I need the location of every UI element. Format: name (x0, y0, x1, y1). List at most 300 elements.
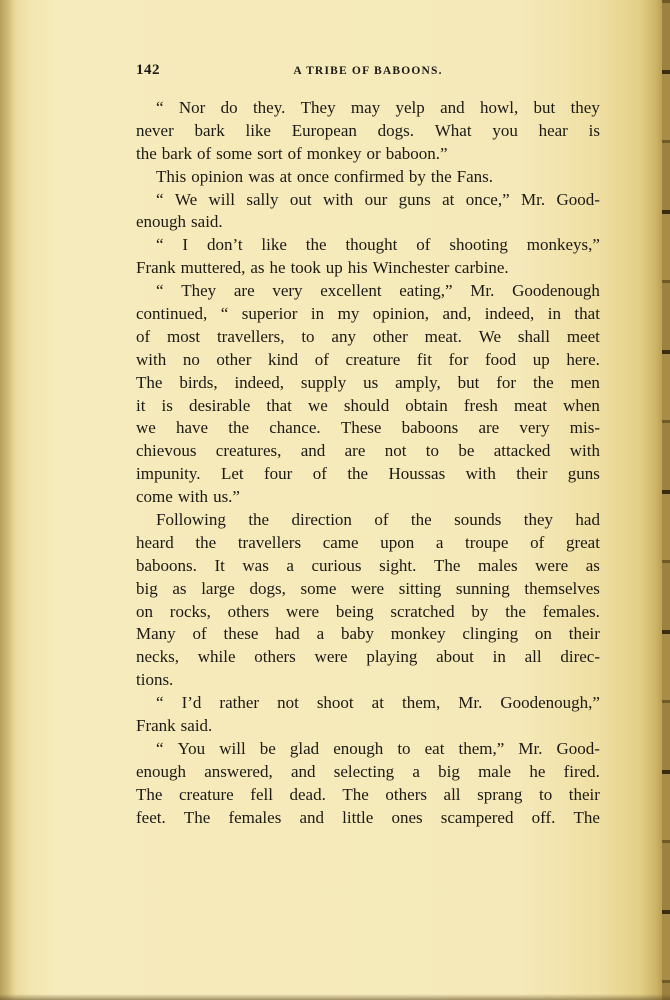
word: Mr. (521, 189, 546, 209)
word: The (433, 555, 461, 575)
word: enough (136, 761, 187, 781)
word: selecting (333, 761, 395, 781)
word: meat (513, 395, 547, 415)
text-line (136, 738, 600, 761)
word: very (519, 418, 550, 438)
word: fired. (563, 761, 600, 781)
text-line (136, 463, 600, 486)
text-line (136, 234, 600, 257)
word: he (269, 258, 286, 278)
word: come (136, 487, 173, 507)
word: sprang (477, 784, 523, 804)
word: you (492, 120, 518, 140)
word: the (532, 372, 554, 392)
text-line (136, 486, 600, 509)
word: them, (401, 693, 441, 713)
text-line (136, 692, 600, 715)
word: fit (416, 349, 432, 369)
word: out (289, 189, 312, 209)
word: tions. (136, 670, 174, 690)
word: chance. (269, 418, 321, 438)
word: others (254, 647, 296, 667)
word: excellent (320, 281, 382, 301)
word: We (174, 189, 198, 209)
word: answered, (204, 761, 273, 781)
word: upon (380, 532, 415, 552)
word: fell (250, 784, 273, 804)
word: European (291, 120, 357, 140)
word: females. (542, 601, 600, 621)
word: these (223, 624, 259, 644)
word: bark (161, 143, 192, 163)
word: The (136, 372, 163, 392)
word: fresh (463, 395, 498, 415)
word: big (136, 578, 158, 598)
word: We (478, 326, 501, 346)
word: us.” (213, 487, 240, 507)
word: The (136, 784, 163, 804)
text-line (136, 166, 600, 189)
word: baboons. (136, 555, 197, 575)
word: very (272, 281, 303, 301)
word: once,” (465, 189, 510, 209)
word: creature (179, 784, 234, 804)
word: being (335, 601, 374, 621)
word: travellers (237, 532, 302, 552)
word: Mr. (458, 693, 483, 713)
word: their (568, 784, 600, 804)
word: of (197, 143, 212, 163)
page-header (136, 62, 600, 84)
word: guns (398, 189, 431, 209)
word: were (314, 647, 348, 667)
word: scratched (390, 601, 455, 621)
word: a (435, 532, 444, 552)
text-line (136, 555, 600, 578)
word: males (477, 555, 518, 575)
word: he (529, 761, 546, 781)
word: birds, (179, 372, 218, 392)
word: sort (257, 143, 283, 163)
gutter-shadow (0, 0, 16, 1000)
word: rather (219, 693, 260, 713)
word: may (350, 98, 381, 117)
word: dogs. (377, 120, 414, 140)
word: to (301, 326, 315, 346)
word: on (136, 601, 153, 621)
word: Many (136, 624, 176, 644)
word: The (183, 807, 211, 827)
word: that (574, 304, 600, 324)
word: not (277, 693, 299, 713)
word: Winchester (372, 258, 450, 278)
word: and (290, 761, 316, 781)
word: us (363, 372, 379, 392)
word: dogs, (249, 578, 286, 598)
word: Frank (136, 258, 176, 278)
word: “ (156, 235, 164, 255)
word: Mr. (518, 738, 543, 758)
word: What (434, 120, 472, 140)
text-line (136, 326, 600, 349)
word: a (286, 555, 294, 575)
word: a (316, 624, 325, 644)
word: attacked (493, 441, 551, 461)
page-number: 142 (136, 62, 160, 78)
text-line (136, 395, 600, 418)
word: or (366, 143, 381, 163)
text-line (136, 601, 600, 624)
word: meet (566, 326, 600, 346)
word: food (485, 349, 517, 369)
word: had (275, 624, 300, 644)
word: the (305, 235, 327, 255)
word: to (397, 738, 411, 758)
word: shoot (316, 693, 354, 713)
word: monkey (390, 624, 446, 644)
word: little (342, 807, 374, 827)
word: with (569, 441, 600, 461)
word: the (410, 510, 432, 530)
word: obtain (405, 395, 448, 415)
word: creature (345, 349, 401, 369)
word: a (412, 761, 420, 781)
word: “ (156, 98, 164, 117)
word: eating,” (399, 281, 453, 301)
word: for (448, 349, 469, 369)
word: direc- (560, 647, 600, 667)
word: with (136, 349, 167, 369)
word: most (167, 326, 201, 346)
word: never (136, 120, 174, 140)
word: clinging (462, 624, 519, 644)
word: their (516, 464, 548, 484)
word: mis- (569, 418, 600, 438)
word: the (505, 601, 526, 621)
word: baboon.” (385, 143, 448, 163)
text-line (136, 761, 600, 784)
word: to (538, 784, 553, 804)
word: his (347, 258, 368, 278)
word: supply (300, 372, 347, 392)
word: creatures, (215, 441, 282, 461)
word: should (343, 395, 390, 415)
word: do (220, 98, 238, 117)
word: necks, (136, 647, 179, 667)
word: “ (156, 738, 164, 758)
word: You (177, 738, 206, 758)
word: my (337, 304, 360, 324)
word: continued, (136, 304, 208, 324)
page-fore-edge (662, 0, 670, 1000)
word: Let (220, 464, 244, 484)
word: as (172, 578, 187, 598)
word: no (182, 349, 200, 369)
word: rocks, (169, 601, 211, 621)
word: once (296, 166, 330, 186)
word: all (443, 784, 461, 804)
text-line (136, 372, 600, 395)
word: Mr. (470, 281, 495, 301)
word: said. (180, 716, 213, 736)
page-bottom-edge (0, 994, 670, 1000)
word: sunning (455, 578, 510, 598)
word: are (344, 441, 366, 461)
word: they (523, 510, 554, 530)
word: indeed, (484, 304, 535, 324)
word: other (372, 326, 408, 346)
text-line (136, 143, 600, 166)
word: to (425, 441, 440, 461)
word: “ (156, 189, 164, 209)
word: ones (391, 807, 423, 827)
word: big (438, 761, 460, 781)
word: “ (220, 304, 229, 324)
word: Houssas (388, 464, 446, 484)
word: themselves (524, 578, 600, 598)
word: indeed, (234, 372, 285, 392)
word: shooting (449, 235, 508, 255)
word: They (181, 281, 217, 301)
word: eat (424, 738, 445, 758)
word: men (570, 372, 600, 392)
word: but (457, 372, 480, 392)
word: were (351, 578, 385, 598)
word: at (371, 693, 384, 713)
word: some (300, 578, 337, 598)
text-line (136, 807, 600, 830)
text-line (136, 120, 600, 143)
word: others (227, 601, 270, 621)
word: amply, (395, 372, 441, 392)
word: great (565, 532, 600, 552)
text-line (136, 211, 600, 234)
word: of (374, 510, 389, 530)
word: off. (531, 807, 556, 827)
word: chievous (136, 441, 197, 461)
word: be (458, 441, 475, 461)
word: with (177, 487, 209, 507)
word: baby (340, 624, 374, 644)
word: Good- (556, 738, 600, 758)
word: by (471, 601, 489, 621)
word: we (307, 395, 328, 415)
text-line (136, 646, 600, 669)
word: opinion, (372, 304, 429, 324)
word: travellers, (216, 326, 285, 346)
text-line (136, 189, 600, 212)
word: are (233, 281, 255, 301)
word: here. (566, 349, 600, 369)
word: bark (194, 120, 225, 140)
word: troupe (465, 532, 509, 552)
word: of (314, 349, 329, 369)
word: playing (366, 647, 418, 667)
word: up (532, 349, 550, 369)
body-text (136, 97, 600, 830)
word: at (442, 189, 455, 209)
word: were (286, 601, 320, 621)
word: confirmed (334, 166, 404, 186)
word: the (430, 166, 452, 186)
word: them,” (458, 738, 505, 758)
word: hear (538, 120, 568, 140)
word: with (465, 464, 496, 484)
word: four (264, 464, 293, 484)
word: thought (345, 235, 398, 255)
text-line (136, 280, 600, 303)
word: of (530, 532, 545, 552)
text-line (136, 303, 600, 326)
word: in (310, 304, 325, 324)
word: of (192, 624, 207, 644)
word: baboons (401, 418, 459, 438)
word: The (342, 784, 369, 804)
word: the (195, 532, 217, 552)
word: “ (156, 281, 164, 301)
word: impunity. (136, 464, 201, 484)
word: the (248, 510, 270, 530)
word: and, (442, 304, 472, 324)
word: glad (289, 738, 320, 758)
word: don’t (206, 235, 243, 255)
word: at (279, 166, 292, 186)
word: said. (191, 212, 223, 232)
word: dead. (289, 784, 326, 804)
word: took (290, 258, 321, 278)
word: were (535, 555, 569, 575)
word: sitting (398, 578, 442, 598)
word: like (245, 120, 271, 140)
word: the (347, 464, 369, 484)
word: feet. (136, 807, 166, 827)
text-line (136, 623, 600, 646)
word: male (478, 761, 512, 781)
word: that (266, 395, 292, 415)
word: enough (333, 738, 384, 758)
word: they. (252, 98, 286, 117)
text-line (136, 440, 600, 463)
word: the (136, 143, 157, 163)
text-line (136, 257, 600, 280)
word: monkey (306, 143, 362, 163)
word: of (287, 143, 302, 163)
text-line (136, 417, 600, 440)
word: This (156, 166, 187, 186)
word: and (300, 441, 326, 461)
word: monkeys,” (526, 235, 600, 255)
word: guns (567, 464, 600, 484)
word: in (492, 647, 506, 667)
word: of (416, 235, 431, 255)
word: I’d (181, 693, 202, 713)
word: Fans. (456, 166, 494, 186)
word: with (322, 189, 354, 209)
word: by (408, 166, 426, 186)
word: sally (246, 189, 279, 209)
word: These (340, 418, 382, 438)
word: as (250, 258, 265, 278)
word: The (573, 807, 600, 827)
word: Goodenough,” (500, 693, 600, 713)
word: opinion (191, 166, 244, 186)
text-line (136, 715, 600, 738)
word: and (440, 98, 465, 117)
word: for (496, 372, 517, 392)
word: any (331, 326, 356, 346)
text-line (136, 532, 600, 555)
word: curious (311, 555, 362, 575)
text-line (136, 349, 600, 372)
word: our (364, 189, 388, 209)
word: sounds (454, 510, 502, 530)
word: the (228, 418, 250, 438)
word: like (261, 235, 287, 255)
word: howl, (479, 98, 519, 117)
word: Following (156, 510, 226, 530)
text-line (136, 97, 600, 120)
text-line (136, 669, 600, 692)
word: about (436, 647, 474, 667)
word: when (563, 395, 600, 415)
word: kind (267, 349, 299, 369)
word: up (325, 258, 343, 278)
word: muttered, (180, 258, 246, 278)
word: Frank (136, 716, 176, 736)
word: will (208, 189, 235, 209)
word: we (136, 418, 156, 438)
text-line (136, 578, 600, 601)
word: sight. (379, 555, 417, 575)
word: It (214, 555, 225, 575)
word: heard (136, 532, 174, 552)
word: Good- (556, 189, 600, 209)
word: on (534, 624, 552, 644)
word: is (588, 120, 600, 140)
word: “ (156, 693, 164, 713)
word: all (524, 647, 542, 667)
word: had (575, 510, 600, 530)
word: be (259, 738, 276, 758)
word: was (242, 555, 269, 575)
word: it (136, 395, 146, 415)
word: their (568, 624, 600, 644)
word: as (585, 555, 600, 575)
word: shall (517, 326, 550, 346)
word: superior (241, 304, 298, 324)
word: yelp (395, 98, 425, 117)
text-line (136, 784, 600, 807)
word: of (136, 326, 151, 346)
word: but (533, 98, 556, 117)
word: Nor (178, 98, 206, 117)
word: carbine. (454, 258, 509, 278)
word: desirable (188, 395, 251, 415)
running-head: A TRIBE OF BABOONS. (293, 65, 443, 77)
word: they (570, 98, 600, 117)
word: I (182, 235, 189, 255)
word: direction (291, 510, 352, 530)
word: other (216, 349, 252, 369)
word: others (385, 784, 427, 804)
word: some (216, 143, 253, 163)
text-line (136, 509, 600, 532)
word: meat. (424, 326, 462, 346)
word: and (299, 807, 324, 827)
word: was (248, 166, 275, 186)
word: large (201, 578, 235, 598)
word: will (219, 738, 246, 758)
